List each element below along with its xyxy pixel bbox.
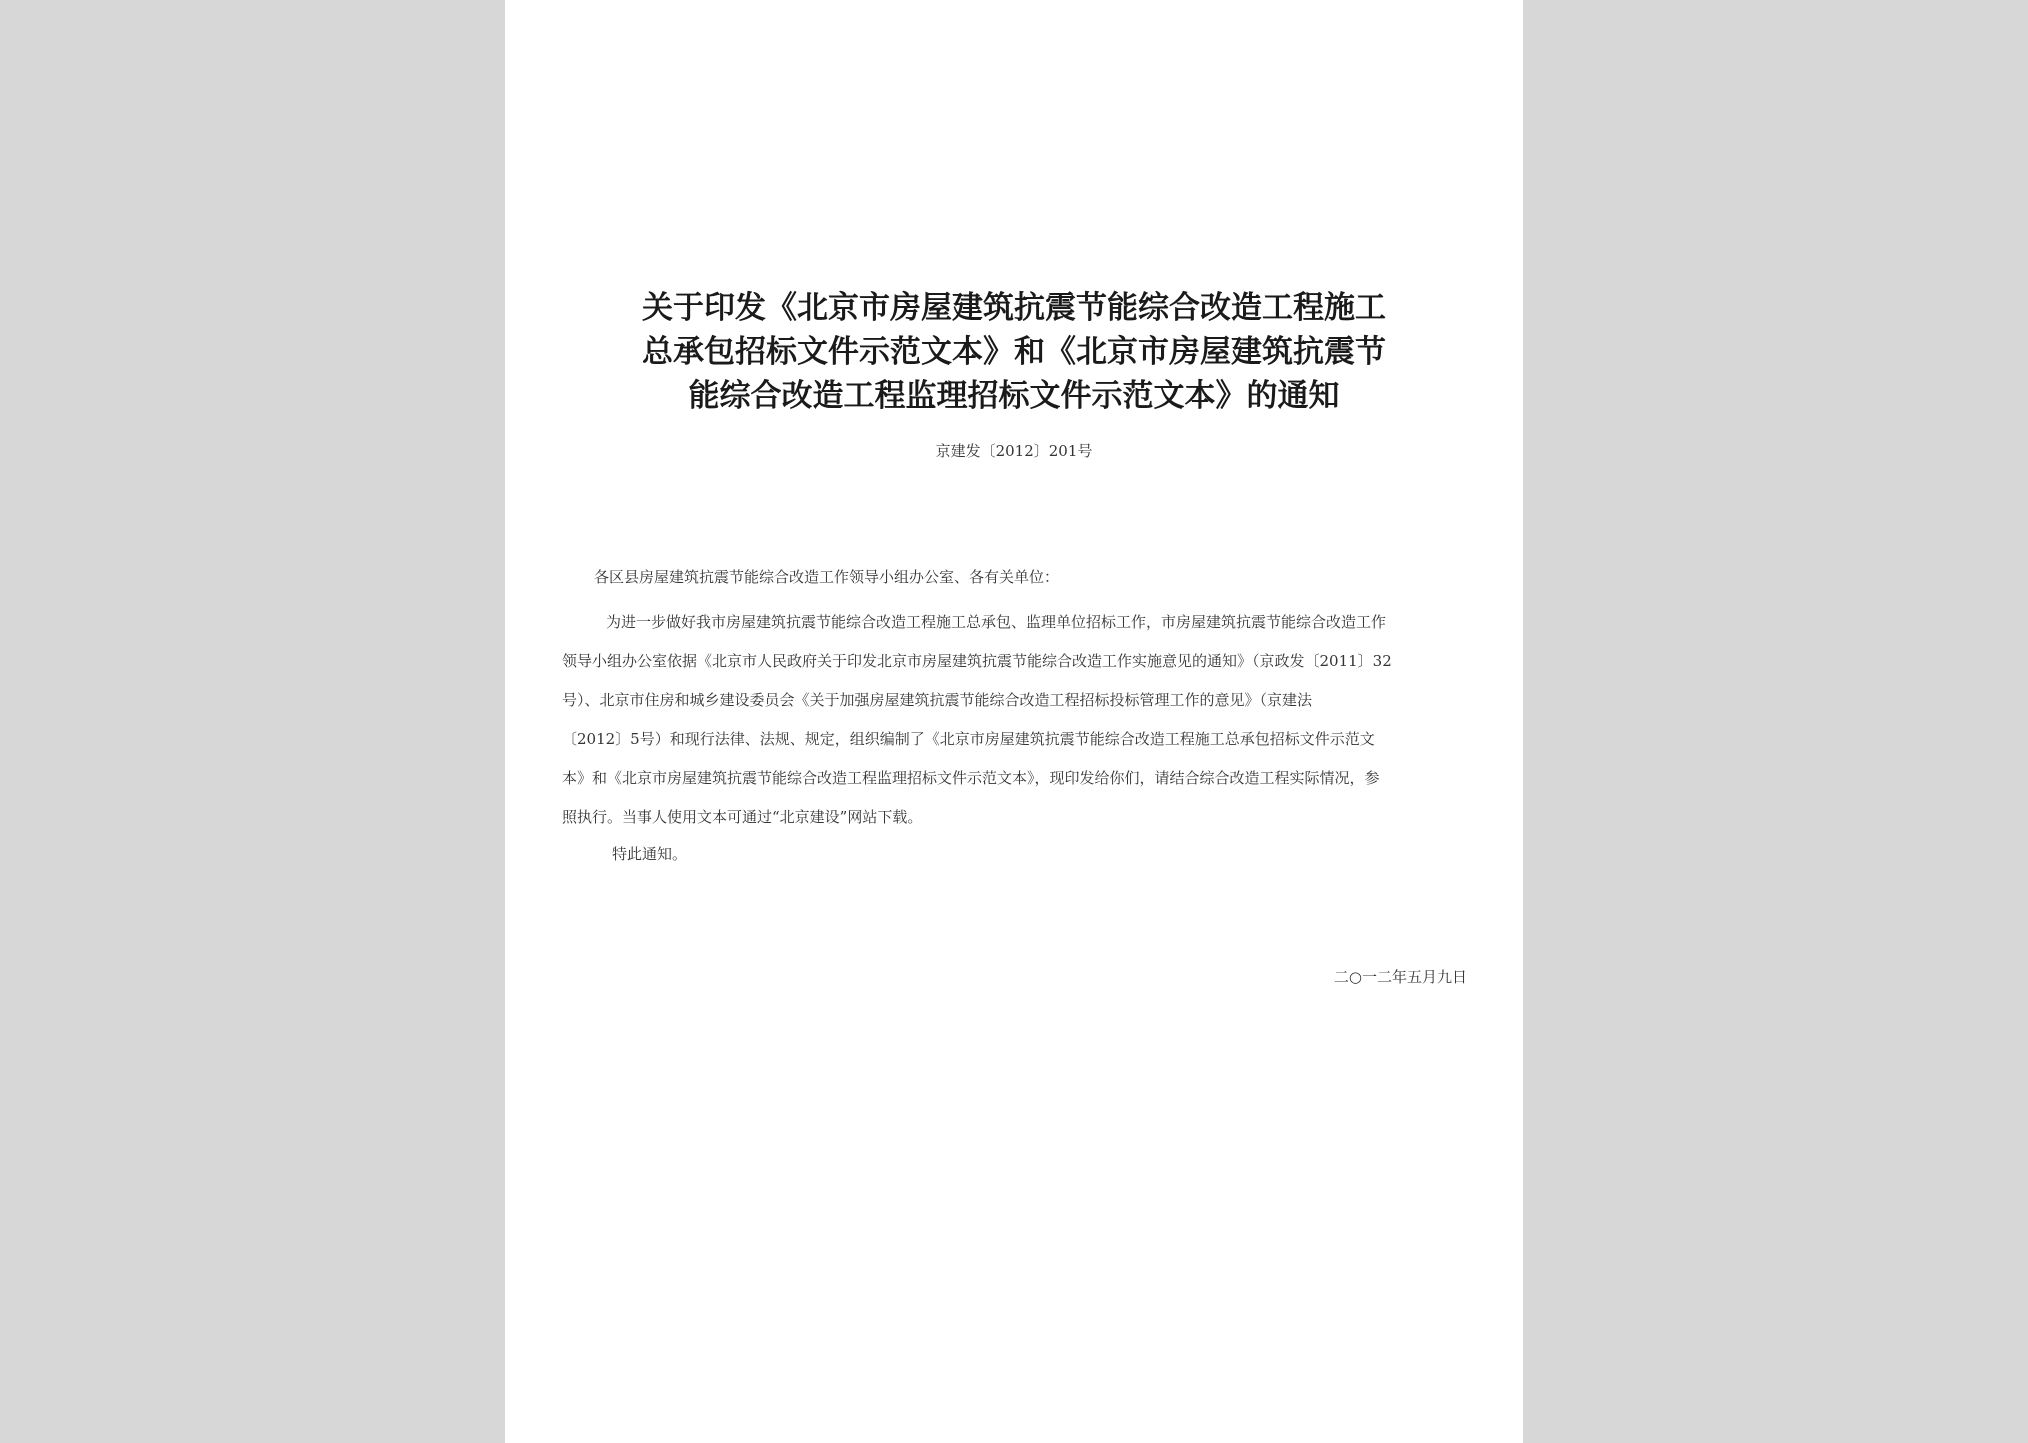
body-line: 领导小组办公室依据《北京市人民政府关于印发北京市房屋建筑抗震节能综合改造工作实施意见的通知》（京政发〔2011〕32 [562, 652, 1392, 670]
body-line: 号）、北京市住房和城乡建设委员会《关于加强房屋建筑抗震节能综合改造工程招标投标管理工作的意见》（京建法 [562, 691, 1313, 709]
body-line: 本》和《北京市房屋建筑抗震节能综合改造工程监理招标文件示范文本》，现印发给你们，请结合综合改造工程实际情况，参 [562, 769, 1380, 787]
document-date: 二○一二年五月九日 [1333, 968, 1467, 986]
addressee: 各区县房屋建筑抗震节能综合改造工作领导小组办公室、各有关单位： [594, 568, 1060, 586]
body-line: 〔2012〕5号）和现行法律、法规、规定，组织编制了《北京市房屋建筑抗震节能综合改造工程施工总承包招标文件示范文 [562, 730, 1375, 748]
body-paragraph [562, 603, 1472, 837]
title-line: 能综合改造工程监理招标文件示范文本》的通知 [688, 378, 1340, 414]
document-title [545, 286, 1483, 418]
closing-text: 特此通知。 [612, 845, 688, 863]
document-page [505, 0, 1523, 1443]
title-line: 关于印发《北京市房屋建筑抗震节能综合改造工程施工 [642, 290, 1386, 326]
body-line: 照执行。当事人使用文本可通过“北京建设”网站下载。 [562, 808, 923, 826]
document-number: 京建发〔2012〕201号 [935, 442, 1093, 460]
body-line: 为进一步做好我市房屋建筑抗震节能综合改造工程施工总承包、监理单位招标工作，市房屋建筑抗震节能综合改造工作 [606, 613, 1387, 631]
title-line: 总承包招标文件示范文本》和《北京市房屋建筑抗震节 [642, 334, 1386, 370]
